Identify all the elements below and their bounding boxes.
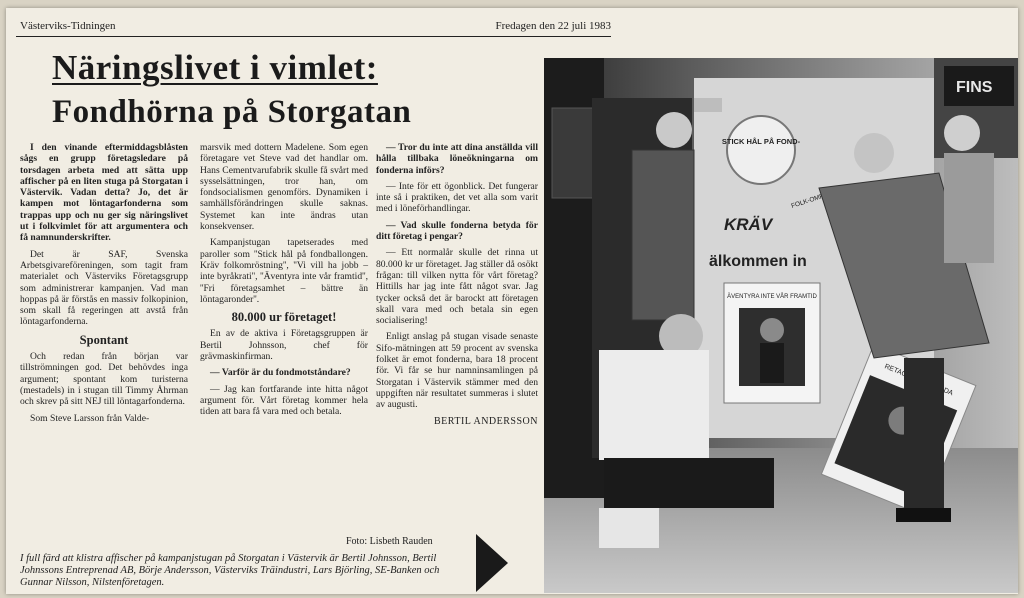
article-paragraph: marsvik med dottern Madelene. Som egen företagare vet Steve vad det handlar om. Hans Cementvarufabrik skulle få svårt med sysselsättningen, tror han, om fondsocialismen genomförs. Dynamiken i samhällsförändringen skulle saknas. Systemet kan inte ändras utan konsekvenser. [200, 142, 368, 233]
interview-question: — Tror du inte att dina anställda vill hålla tillbaka löneökningarna om fonderna införs? [376, 142, 538, 176]
balloon-logo-icon [727, 116, 795, 184]
article-lead: I den vinande eftermiddagsblåsten sågs en grupp företagsledare på torsdagen arbeta med att sätta upp affischer på en liten stuga på Storgatan i Västervik. Vadan detta? Jo, det är kampen mot löntagarfonderna som trappas upp och nu ger sig näringslivet ut i folkvimlet för att argumentera och få namnunderskrifter. [20, 142, 188, 244]
sign-top: STICK HÅL PÅ FOND- [721, 137, 801, 146]
article-paragraph: En av de aktiva i Företagsgruppen är Bertil Johnsson, chef för grävmaskinfirman. [200, 328, 368, 363]
masthead [16, 20, 611, 37]
interview-answer: — Inte för ett ögonblick. Det fungerar inte så i praktiken, det vet alla som varit med i löneförhandlingar. [376, 180, 538, 215]
article-paragraph: Enligt anslag på stugan visade senaste Sifo-mätningen att 59 procent av svenska folket är emot fonderna, bara 18 procent för. Vi får se hur namninsamlingen på Storgatan i Västervik stämmer med den uppgiften när resultatet summeras i slutet av augusti. [376, 331, 538, 411]
interview-answer: — Jag kan fortfarande inte hitta något argument för. Vårt företag kommer hela tiden att bara få vara med och betala. [200, 383, 368, 418]
newspaper-name: Västerviks-Tidningen [20, 20, 116, 32]
article-column-2 [200, 142, 368, 423]
article-paragraph: Som Steve Larsson från Valde- [30, 412, 150, 424]
poster2-text: RETAG [883, 363, 908, 379]
news-photo [544, 58, 1018, 593]
interview-answer: — Ett normalår skulle det rinna ut 80.000 kr ur företaget. Jag ställer då osökt frågan: till vilken nytta för vårt företag? Hittills har jag inte fått något svar. Jag tycker också det är barockt att företagen skall vara med och betala sin egen socialisering! [376, 247, 538, 327]
poster-text: ÄVENTYRA INTE VÅR FRAMTID [727, 294, 817, 300]
headline-line2: Fondhörna på Storgatan [52, 94, 412, 130]
article-paragraph: Det är SAF, Svenska Arbetsgivareföreningen, som tagit fram materialet och Västerviks Företagsgrupp som administrerar kampanjen. Vad man hoppas på är förstås en massiv folkopinion, som skall få regeringen att avstå från löntagarfonderna. [20, 248, 188, 328]
headline-line1: Näringslivet i vimlet: [52, 48, 378, 87]
arrow-right-icon [476, 534, 508, 592]
sign-krav: KRÄV [724, 215, 773, 234]
subhead-spontant: Spontant [79, 332, 129, 347]
photo-credit: Foto: Lisbeth Rauden [346, 536, 433, 547]
byline: BERTIL ANDERSSON [434, 415, 538, 427]
sign-welcome: älkommen in [709, 253, 807, 270]
shop-sign: FINS [956, 79, 993, 96]
interview-question: — Varför är du fondmotståndare? [210, 367, 351, 379]
interview-question: — Vad skulle fonderna betyda för ditt företag i pengar? [376, 219, 538, 243]
subhead-80000: 80.000 ur företaget! [231, 310, 337, 325]
article-paragraph: Och redan från början var tillströmningen god. Det behövdes inga argument; spontant kom turisterna (mestadels) in i stugan till Timmy Åhrman och skrev på sitt NEJ till löntagarfonderna. [20, 351, 188, 408]
photo-caption: I full färd att klistra affischer på kampanjstugan på Storgatan i Västervik är Bertil Johnsson, Bertil Johnssons Entreprenad AB, Börje Andersson, Västerviks Träindustri, Lars Björling, SE-Banken och Gunnar Nilsson, Nilstenföretagen. [20, 553, 440, 589]
newspaper-clipping [6, 8, 1018, 594]
article-column-3 [376, 142, 538, 427]
article-paragraph: Kampanjstugan tapetserades med paroller som ''Stick hål på fondballongen. Kräv folkomröstning'', ''Vi vill ha jobb – inte byråkrati'', ''Äventyra inte vår framtid'', ''Fri företagsamhet – bättre än löntagaronder''. [200, 237, 368, 305]
issue-date: Fredagen den 22 juli 1983 [495, 20, 611, 32]
article-column-1 [20, 142, 188, 429]
